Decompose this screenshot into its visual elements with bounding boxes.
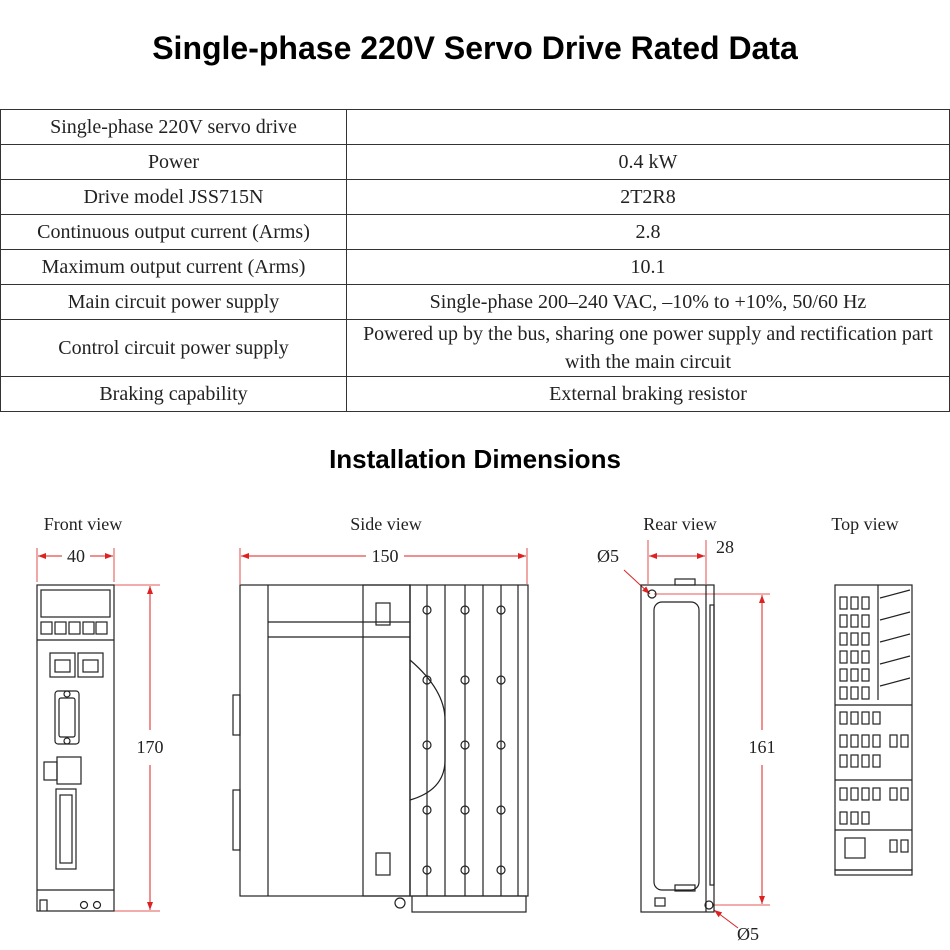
table-header-cell: Single-phase 220V servo drive: [1, 110, 347, 145]
row-value: 2T2R8: [347, 180, 950, 215]
row-label: Maximum output current (Arms): [1, 250, 347, 285]
row-value: 10.1: [347, 250, 950, 285]
side-depth-label: 150: [371, 546, 399, 566]
section-title: Installation Dimensions: [329, 444, 621, 474]
front-width-label: 40: [67, 546, 85, 566]
front-view-label: Front view: [43, 514, 123, 534]
page-title: Single-phase 220V Servo Drive Rated Data: [152, 30, 798, 66]
front-height-label: 170: [136, 737, 164, 757]
rear-hole-top-label: Ø5: [597, 546, 619, 566]
row-label: Control circuit power supply: [1, 320, 347, 377]
side-view: [233, 546, 528, 912]
row-value: Single-phase 200–240 VAC, –10% to +10%, 50/60 Hz: [347, 285, 950, 320]
top-view: [835, 585, 912, 875]
row-label: Continuous output current (Arms): [1, 215, 347, 250]
side-view-label: Side view: [350, 514, 422, 534]
row-value: 2.8: [347, 215, 950, 250]
rear-view: [597, 537, 776, 944]
top-view-label: Top view: [831, 514, 899, 534]
row-value: Powered up by the bus, sharing one power supply and rectification part with the main circuit: [347, 320, 950, 377]
rear-view-label: Rear view: [643, 514, 717, 534]
front-view: [37, 546, 164, 911]
row-label: Main circuit power supply: [1, 285, 347, 320]
rear-offset-label: 28: [716, 537, 734, 557]
row-value: 0.4 kW: [347, 145, 950, 180]
row-label: Drive model JSS715N: [1, 180, 347, 215]
rear-height-label: 161: [748, 737, 776, 757]
row-label: Power: [1, 145, 347, 180]
row-value: External braking resistor: [347, 377, 950, 412]
rear-hole-bottom-label: Ø5: [737, 924, 759, 944]
row-label: Braking capability: [1, 377, 347, 412]
